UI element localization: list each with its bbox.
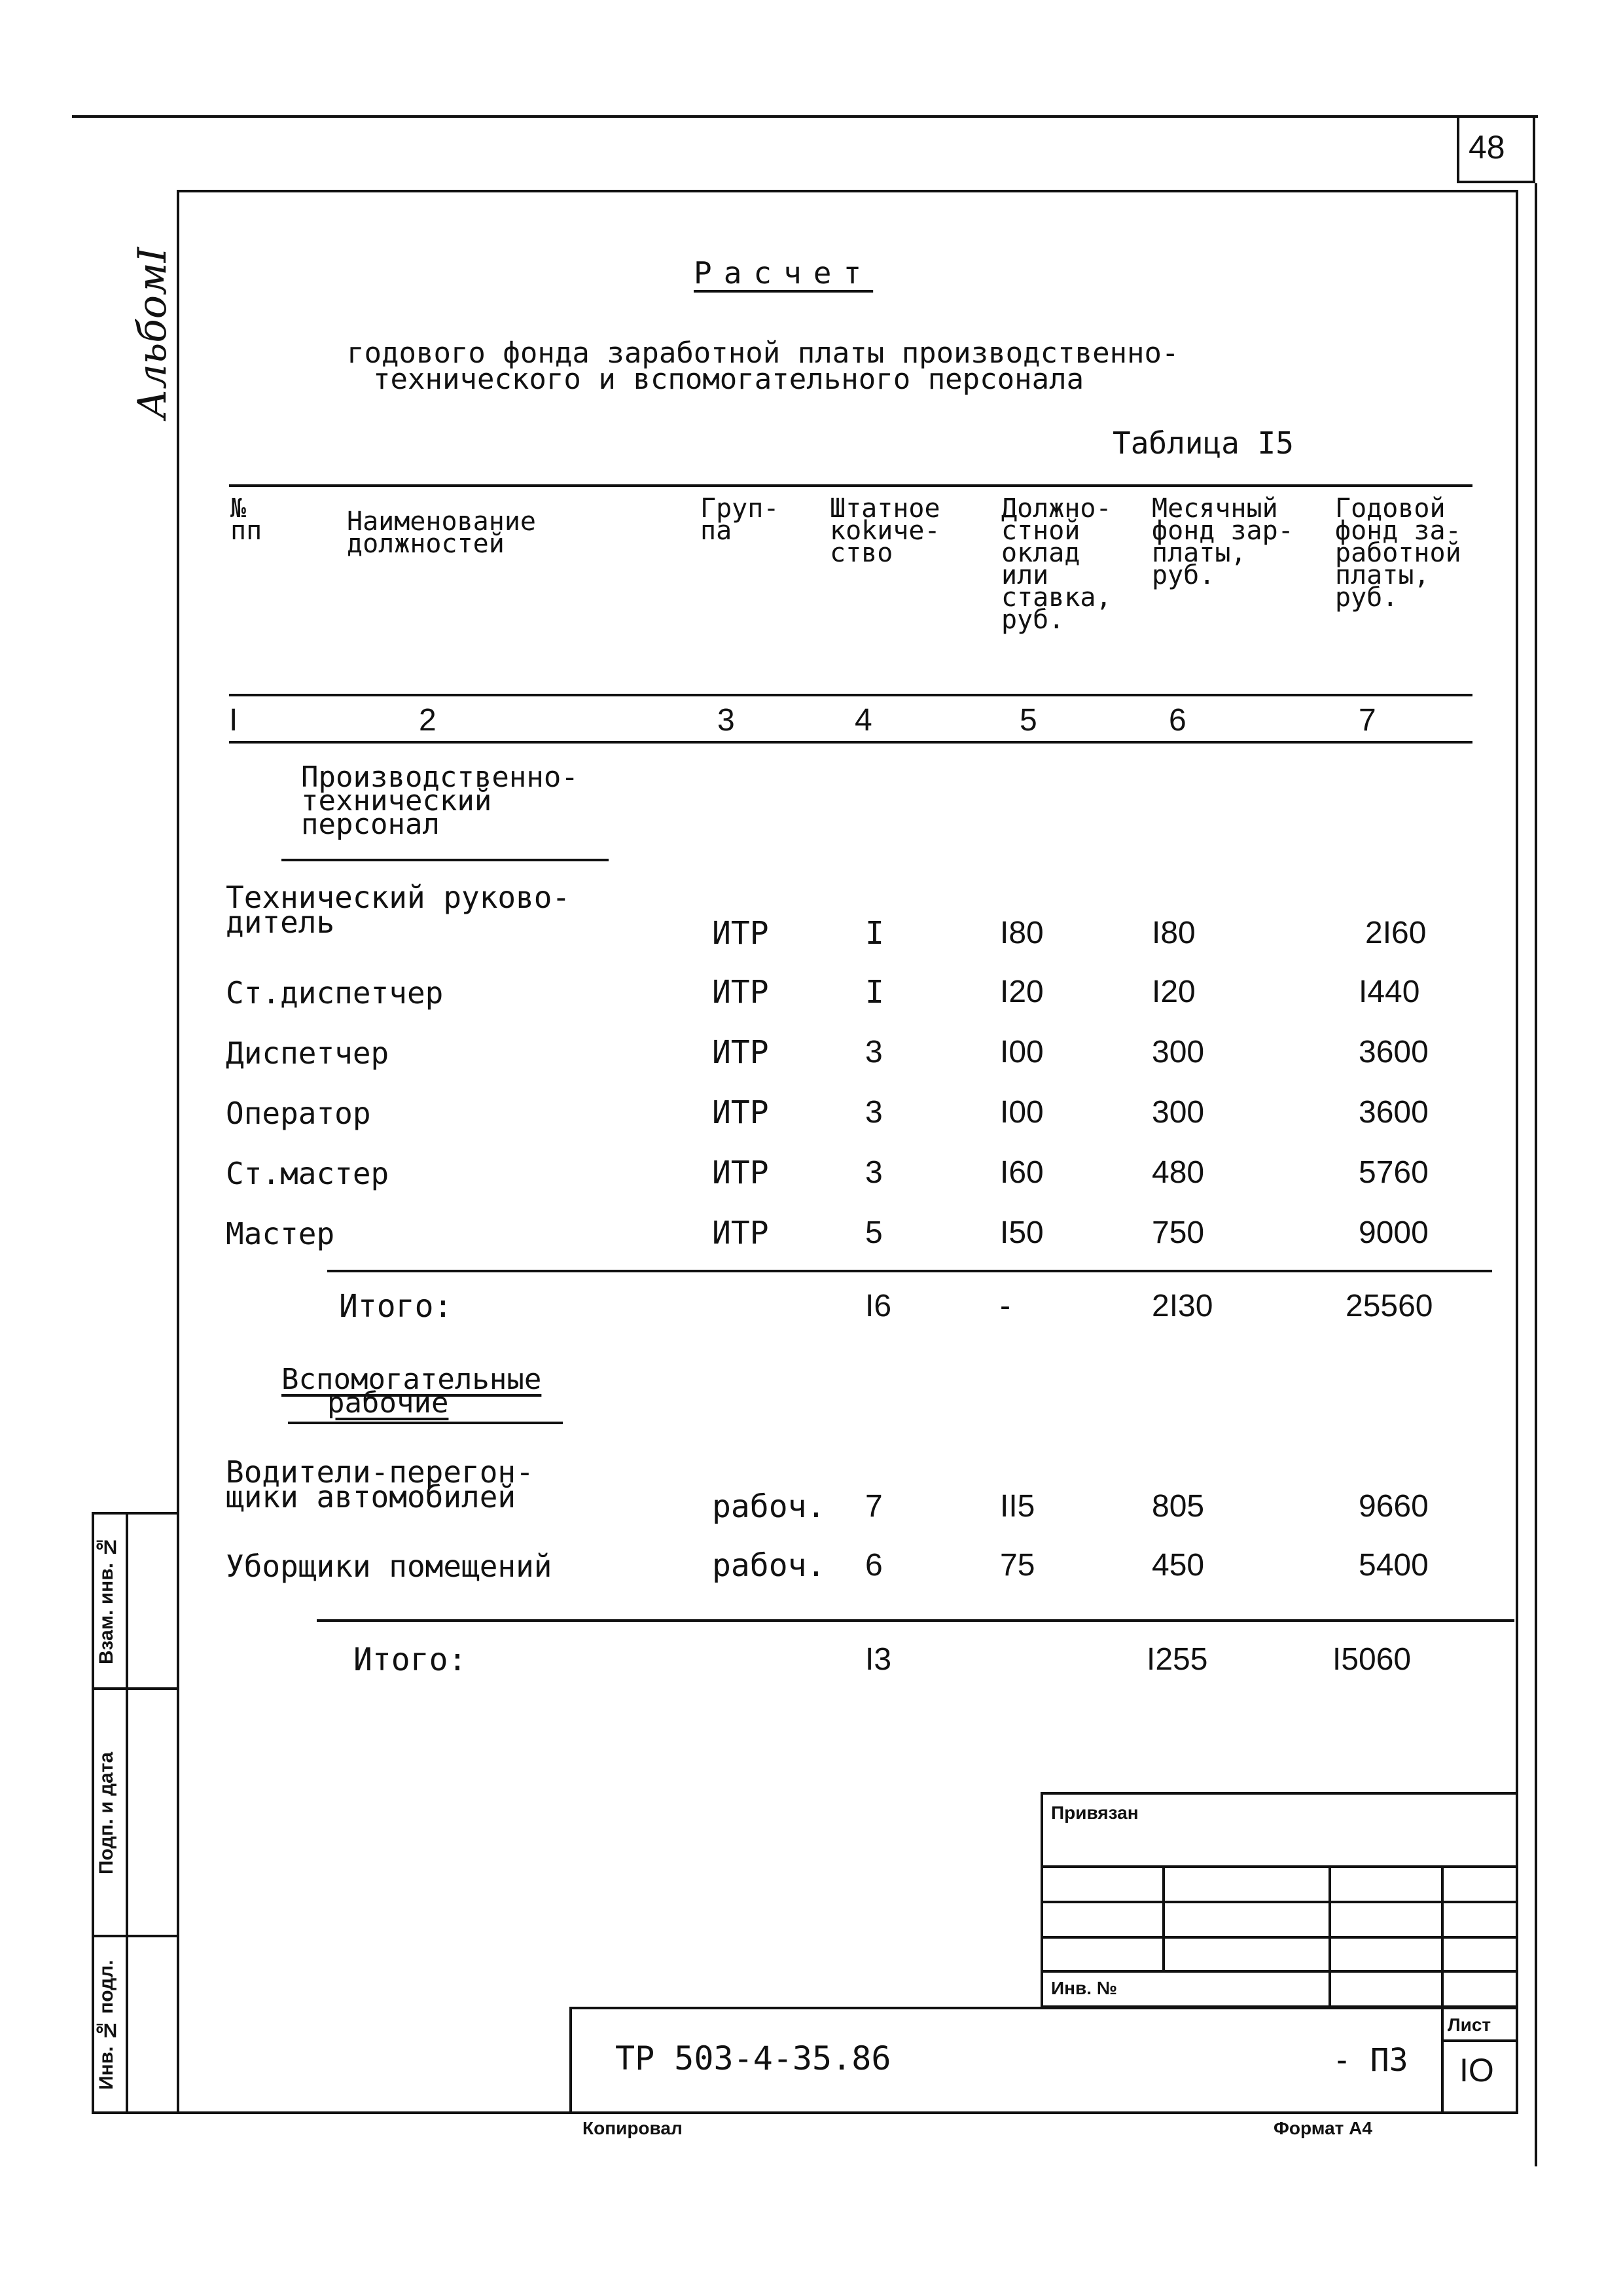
s2-row2-monthly: 450 xyxy=(1152,1548,1205,1583)
top-rule xyxy=(72,115,1538,118)
s1-row1-count: I xyxy=(865,915,884,952)
s1-row5-count: 3 xyxy=(865,1155,883,1190)
s1-row3-monthly: 300 xyxy=(1152,1035,1205,1069)
colnum-5: 5 xyxy=(1020,703,1037,738)
s1-row6-group: ИТР xyxy=(712,1215,769,1251)
album-label: АльбомI xyxy=(130,247,175,419)
section1-title-line-3: персонал xyxy=(301,808,440,841)
s2-row1-count: 7 xyxy=(865,1489,883,1524)
colnum-7: 7 xyxy=(1359,703,1376,738)
s1-row1-monthly: I80 xyxy=(1152,916,1196,950)
s1-total-label: Итого: xyxy=(339,1288,453,1325)
section2-title-underline xyxy=(288,1422,563,1424)
title-block-col-1 xyxy=(1162,1865,1165,1970)
s2-row2-group: рабоч. xyxy=(712,1547,826,1584)
colnum-1: I xyxy=(229,703,238,738)
s1-row1-annual: 2I60 xyxy=(1365,916,1427,950)
side-stamp-inv-podl: Инв. № подл. xyxy=(96,1960,117,2090)
page-number: 48 xyxy=(1469,129,1505,166)
s1-row1-salary: I80 xyxy=(1000,916,1044,950)
sheet-value: IO xyxy=(1459,2052,1494,2089)
section1-title-line-1: Производственно- xyxy=(301,761,579,794)
s1-row1-group: ИТР xyxy=(712,915,769,952)
title-block-rule-4 xyxy=(1041,1970,1518,1973)
colnum-6: 6 xyxy=(1169,703,1186,738)
s2-row2-name: Уборщики помещений xyxy=(226,1549,552,1584)
header-bottom-rule xyxy=(229,694,1472,696)
title-block-col-3 xyxy=(1441,1865,1444,2008)
right-page-edge xyxy=(1535,183,1537,2166)
s1-row4-count: 3 xyxy=(865,1095,883,1130)
s2-row2-salary: 75 xyxy=(1000,1548,1035,1583)
header-col-6: Месячный фонд зар- платы, руб. xyxy=(1152,493,1294,590)
table-caption: Таблица I5 xyxy=(1113,425,1294,461)
s1-row2-salary: I20 xyxy=(1000,975,1044,1009)
s1-row6-name: Мастер xyxy=(226,1216,335,1251)
title-block-upper xyxy=(1041,1792,1518,2008)
s1-row6-count: 5 xyxy=(865,1215,883,1250)
colnum-2: 2 xyxy=(419,703,437,738)
header-col-7: Годовой фонд за- работной платы, руб. xyxy=(1335,493,1461,613)
s1-row5-annual: 5760 xyxy=(1359,1155,1429,1190)
s1-row3-group: ИТР xyxy=(712,1034,769,1071)
inv-no-label: Инв. № xyxy=(1051,1978,1118,1998)
section2-title-line-1: Вспомогательные xyxy=(281,1363,542,1396)
title-block-col-2 xyxy=(1329,1865,1331,2008)
section1-title xyxy=(301,761,579,841)
doc-suffix: - ПЗ xyxy=(1332,2042,1408,2079)
s1-row5-group: ИТР xyxy=(712,1155,769,1191)
s1-row4-annual: 3600 xyxy=(1359,1095,1429,1130)
side-stamp-podp: Подп. и дата xyxy=(96,1751,117,1874)
sheet-label-rule xyxy=(1441,2039,1518,2042)
s1-row4-salary: I00 xyxy=(1000,1095,1044,1130)
s2-row1-monthly: 805 xyxy=(1152,1489,1205,1524)
s1-row3-annual: 3600 xyxy=(1359,1035,1429,1069)
s1-row6-annual: 9000 xyxy=(1359,1215,1429,1250)
header-col-2: Наименование должностей xyxy=(347,507,536,559)
s1-row5-name: Ст.мастер xyxy=(226,1156,389,1191)
s1-row6-salary: I50 xyxy=(1000,1215,1044,1250)
s1-row1-name: Технический руково- дитель xyxy=(226,880,571,940)
s1-row4-group: ИТР xyxy=(712,1094,769,1131)
subtitle-line-1: годового фонда заработной платы производственно- xyxy=(347,336,1179,370)
s1-row3-count: 3 xyxy=(865,1035,883,1069)
s1-row5-salary: I60 xyxy=(1000,1155,1044,1190)
s1-row6-monthly: 750 xyxy=(1152,1215,1205,1250)
title-block-rule-2 xyxy=(1041,1901,1518,1903)
title-block-rule-3 xyxy=(1041,1936,1518,1939)
colnum-3: 3 xyxy=(717,703,735,738)
colnum-bottom-rule xyxy=(229,741,1472,744)
footer-copied: Копировал xyxy=(582,2118,683,2138)
colnum-4: 4 xyxy=(855,703,872,738)
subtitle-line-2: технического и вспомогательного персонала xyxy=(373,363,1084,396)
s1-row2-annual: I440 xyxy=(1359,975,1420,1009)
s1-total-annual: 25560 xyxy=(1346,1289,1433,1323)
side-stamp-rule-1 xyxy=(92,1687,177,1690)
s1-row5-monthly: 480 xyxy=(1152,1155,1205,1190)
title-block-rule-1 xyxy=(1041,1865,1518,1868)
section2-title xyxy=(281,1363,542,1420)
s2-total-annual: I5060 xyxy=(1332,1642,1412,1677)
s2-row1-group: рабоч. xyxy=(712,1488,826,1525)
s2-total-count: I3 xyxy=(865,1642,892,1677)
section2-title-line-2: рабочие xyxy=(327,1386,449,1420)
s1-row2-count: I xyxy=(865,974,884,1011)
s2-total-label: Итого: xyxy=(353,1641,467,1678)
doc-code: ТР 503-4-35.86 xyxy=(615,2039,891,2077)
header-col-1: № пп xyxy=(230,493,262,546)
section1-title-line-2: технический xyxy=(301,784,492,817)
s2-row1-annual: 9660 xyxy=(1359,1489,1429,1524)
s2-row1-salary: II5 xyxy=(1000,1489,1035,1524)
s1-row4-monthly: 300 xyxy=(1152,1095,1205,1130)
sheet-label: Лист xyxy=(1448,2015,1491,2035)
s2-row2-annual: 5400 xyxy=(1359,1548,1429,1583)
side-stamp-vzam: Взам. инв. № xyxy=(96,1535,117,1665)
header-col-3: Груп- па xyxy=(700,493,779,546)
privyazan-label: Привязан xyxy=(1051,1803,1139,1823)
s1-row2-group: ИТР xyxy=(712,974,769,1011)
page-title: Расчет xyxy=(694,255,874,291)
s2-row1-name: Водители-перегон- щики автомобилей xyxy=(226,1454,534,1515)
s2-total-monthly: I255 xyxy=(1147,1642,1208,1677)
side-stamp-rule-2 xyxy=(92,1935,177,1937)
s1-row3-name: Диспетчер xyxy=(226,1035,389,1071)
header-col-4: Штатное коkиче- ство xyxy=(830,493,940,568)
s1-total-count: I6 xyxy=(865,1289,892,1323)
s1-total-monthly: 2I30 xyxy=(1152,1289,1213,1323)
s1-row3-salary: I00 xyxy=(1000,1035,1044,1069)
sheet-col-divider xyxy=(1441,2007,1444,2114)
header-col-5: Должно- стной оклад или ставка, руб. xyxy=(1001,493,1112,635)
table-top-rule xyxy=(229,484,1472,487)
s2-row2-count: 6 xyxy=(865,1548,883,1583)
section1-total-rule xyxy=(327,1270,1492,1272)
side-stamp-divider xyxy=(126,1512,128,2114)
section2-total-rule xyxy=(317,1619,1514,1622)
footer-format: Формат А4 xyxy=(1274,2118,1372,2138)
s1-row2-name: Ст.диспетчер xyxy=(226,975,444,1011)
section1-title-underline xyxy=(281,859,609,861)
s1-total-salary: - xyxy=(1000,1289,1010,1323)
s1-row2-monthly: I20 xyxy=(1152,975,1196,1009)
s1-row4-name: Оператор xyxy=(226,1096,371,1131)
